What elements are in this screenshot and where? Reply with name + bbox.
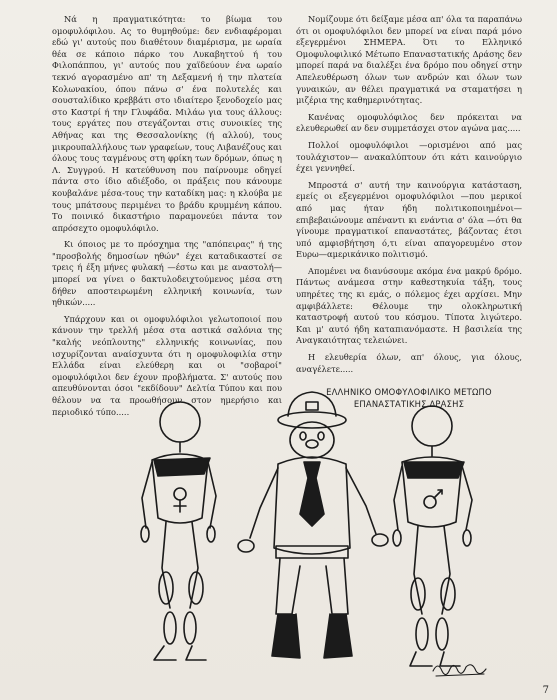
male-marionette-figure — [393, 406, 472, 666]
marionettes-illustration — [140, 388, 485, 698]
paragraph: Απομένει να διανύσουμε ακόμα ένα μακρύ δρόμο. Πάντως ανάμεσα στην καθεστηκυία τάξη, τους υπηρέτες της κι εμάς, ο πόλεμος έχει αρχίσει. Μην αμφιβάλλετε: Θέλουμε την ολοκληρωτική καταστροφή αυτού του κόσμου. Τίποτα λιγώτερο. Και μ' αυτό ήδη καταπιανόμαστε. Η βασιλεία της Αναγκαιότητας τελειώνει. — [296, 265, 522, 346]
policeman-figure — [238, 392, 388, 658]
paragraph: Μπροστά σ' αυτή την καινούργια κατάσταση, εμείς οι εξεγερμένοι ομοφυλόφιλοι —που μερικοί από μας ήταν ήδη πολιτικοποιημένοι— επιβεβαιώνουμε απέναντι κι ενάντια σ' όλα —ότι θα γίνουμε πραγματικοί επαναστάτες, βάζοντας έτσι υπό αμφισβήτηση ό,τι είναι απαγορευμένο στον Ευρω—αμερικάνικο πολιτισμό. — [296, 179, 522, 260]
right-text-column — [296, 14, 522, 410]
signature-line: ΕΛΛΗΝΙΚΟ ΟΜΟΦΥΛΟΦΙΛΙΚΟ ΜΕΤΩΠΟ — [326, 387, 492, 398]
paragraph: Κι όποιος με το πρόσχημα της "απόπειρας" ή της "προσβολής δημοσίων ηθών" έχει καταδικαστεί σε τρεις ή έξη μήνες φυλακή —έστω και με αναστολή— μπορεί να γίνει ο δακτυλοδειχτούμενος μέσα στη δήθεν αποστειρωμένη ελληνική κοινωνία, των ηθικών..... — [52, 239, 282, 308]
left-text-column — [52, 14, 282, 423]
paragraph: Υπάρχουν και οι ομοφυλόφιλοι γελωτοποιοί που κάνουν την τρελλή μέσα στα αστικά σαλόνια της "καλής νεόπλουτης" ελληνικής κοινωνίας, που ισχυρίζονται αναίσχυντα ότι η ομοφυλοφιλία στην Ελλάδα είναι ελεύθερη και οι "σοβαροί" ομοφυλόφιλοι δεν έχουν προβλήματα. Σ' αυτούς που απευθύνονται όσοι "εκδίδουν" Δελτία Τύπου και που θέλουν να τα προωθήσουν στον ημερήσιο και περιοδικό τύπο..... — [52, 313, 282, 417]
page-number: 7 — [542, 685, 549, 696]
paragraph: Νά η πραγματικότητα: το βίωμα του ομοφυλόφιλου. Ας το θυμηθούμε: δεν ενδιαφέρομαι εδώ γι' αυτούς που διαθέτουν διαμέρισμα, με ωραία θέα σε κάποιο πάρκο του Λυκαβηττού ή του Φιλοπάππου, γι' αυτούς που χαϊδεύουν ένα ωραίο τεκνό αγορασμένο απ' τη Δεξαμενή ή την πλατεία Κολωνακίου, όπου πάνω σ' ένα πολυτελές και σουσταλίδικο κρεββάτι στο ιδιαίτερο ξενοδοχείο μας στο Καστρί ή την Γλυφάδα. Μιλάω για τους άλλους: τους εργάτες που στεγάζονται στις συνοικίες της Αθήνας και της Θεσσαλονίκης (ή αλλού), τους μικρουπαλλήλους των γραφείων, τους Λιβανέζους και όλους τους ταγμένους στη φρίκη των δρόμων, όπως η Λ. Συγγρού. Η κατεύθυνση που παίρνουμε οδηγεί πάντα στο ίδιο αδιέξοδο, οι πράξεις που κάνουμε κουβαλάνε μέσα-τους την καταδίκη μας: η κλούβα με τους μπάτσους περιμένει το βράδυ κρυμμένη κάπου. Το ποινικό δικαστήριο παραμονεύει πάντα τον απρόσεχτο ομοφυλόφιλο. — [52, 14, 282, 233]
female-marionette-figure — [141, 402, 216, 660]
paragraph: Κανένας ομοφυλόφιλος δεν πρόκειται να ελευθερωθεί αν δεν συμμετάσχει στον αγώνα μας..... — [296, 111, 522, 134]
paragraph: Νομίζουμε ότι δείξαμε μέσα απ' όλα τα παραπάνω ότι οι ομοφυλόφιλοι δεν μπορεί να είναι παρά μόνο εξεγερμένοι ΣΗΜΕΡΑ. Ότι το Ελληνικό Ομοφυλοφιλικό Μέτωπο Επαναστατικής Δράσης δεν μπορεί παρά να διαλέξει ένα δρόμο που οδηγεί στην Απελευθέρωση όλων των ανδρών και όλων των γυναικών, αν θέλει πραγματικά να σταματήσει η μιζέρια της καθημερινότητας. — [296, 14, 522, 106]
paragraph: Πολλοί ομοφυλόφιλοι —ορισμένοι από μας τουλάχιστον— ανακαλύπτουν ότι κάτι καινούργιο έχει γεννηθεί. — [296, 139, 522, 174]
paragraph: Η ελευθερία όλων, απ' όλους, για όλους, αναγέλετε..... — [296, 352, 522, 374]
signature-line: ΕΠΑΝΑΣΤΑΤΙΚΗΣ ΔΡΑΣΗΣ — [353, 398, 465, 409]
artist-signature — [430, 657, 490, 681]
